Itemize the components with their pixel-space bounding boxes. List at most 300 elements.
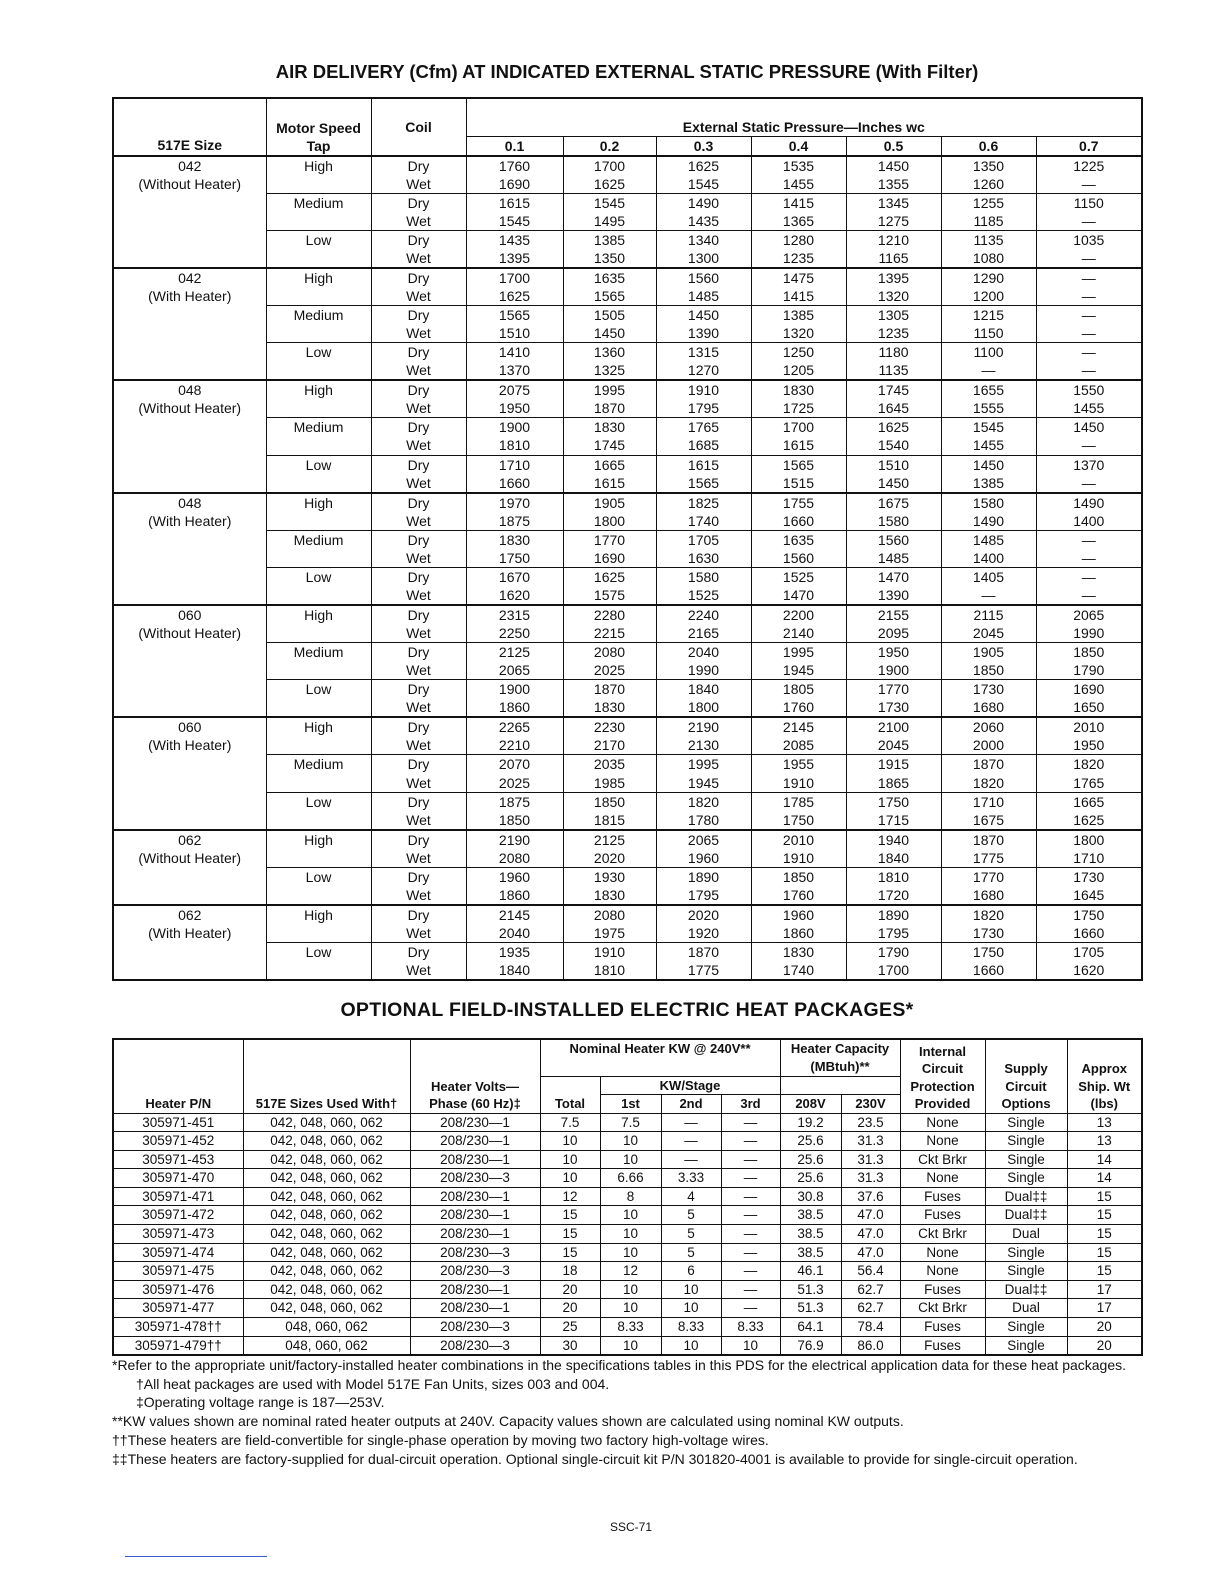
coil-wet: Wet [371,399,466,418]
cfm-value: 1150 [1036,193,1142,212]
cfm-value: 1575 [563,586,656,605]
coil-wet: Wet [371,924,466,943]
size-cell [113,830,266,905]
cell-supply: Single [985,1169,1067,1188]
cfm-value: 1995 [751,643,846,662]
cfm-value: 1875 [466,792,563,811]
cfm-value: 1485 [846,549,941,568]
table-row [113,905,1142,924]
size-cell [113,717,266,829]
table-row [113,530,1142,549]
cell-v208: 46.1 [780,1262,841,1281]
cfm-value: 1180 [846,343,941,362]
cell-s2: — [661,1113,721,1132]
cfm-value: 1715 [846,811,941,830]
cell-total: 15 [540,1243,600,1262]
cfm-value: 1205 [751,361,846,380]
cfm-value: — [1036,324,1142,343]
cell-s1: 8 [600,1187,661,1206]
cfm-value: 1945 [751,661,846,680]
cell-protection: Fuses [900,1187,985,1206]
cell-s3: — [721,1280,780,1299]
cell-s3: — [721,1243,780,1262]
coil-dry: Dry [371,717,466,736]
cfm-value: 1900 [846,661,941,680]
motor-speed-tap: Low [266,867,371,905]
cfm-value: 1270 [656,361,751,380]
table-row [113,1318,1142,1337]
coil-wet: Wet [371,811,466,830]
cell-s1: 12 [600,1262,661,1281]
cfm-value: 1545 [563,193,656,212]
motor-speed-tap: High [266,268,371,306]
coil-dry: Dry [371,493,466,512]
cfm-value: 2125 [466,643,563,662]
cell-s3: 10 [721,1336,780,1355]
cfm-value: — [1036,549,1142,568]
cfm-value: 1395 [846,268,941,287]
header-230v: 230V [841,1095,900,1114]
cfm-value: — [1036,567,1142,586]
cfm-value: 1830 [751,943,846,962]
table-row [113,493,1142,512]
cfm-value: 2040 [656,643,751,662]
cfm-value: 1360 [563,343,656,362]
cell-supply: Single [985,1150,1067,1169]
cfm-value: 1955 [751,755,846,774]
cell-weight: 15 [1067,1243,1142,1262]
cfm-value: 1870 [563,680,656,699]
cfm-value: 2240 [656,605,751,624]
cfm-value: 1315 [656,343,751,362]
cfm-value: 1755 [751,493,846,512]
cfm-value: 1510 [846,455,941,474]
cfm-value: 2060 [941,717,1036,736]
table-row [113,1262,1142,1281]
cfm-value: 1685 [656,436,751,455]
cfm-value: 1890 [846,905,941,924]
cfm-value: 1910 [751,849,846,868]
cell-s3: — [721,1206,780,1225]
cell-total: 20 [540,1280,600,1299]
cell-total: 10 [540,1132,600,1151]
cell-weight: 13 [1067,1132,1142,1151]
coil-wet: Wet [371,774,466,793]
cell-total: 7.5 [540,1113,600,1132]
table-row [113,717,1142,736]
cfm-value: 1455 [941,436,1036,455]
cfm-value: 2080 [563,643,656,662]
cfm-value: 1035 [1036,230,1142,249]
cell-weight: 15 [1067,1187,1142,1206]
cell-s2: 8.33 [661,1318,721,1337]
cfm-value: — [941,586,1036,605]
cfm-value: 1960 [466,867,563,886]
motor-speed-tap: Low [266,567,371,605]
cell-pn: 305971-453 [113,1150,243,1169]
cell-protection: Ckt Brkr [900,1225,985,1244]
cfm-value: 1555 [941,399,1036,418]
cfm-value: 2125 [563,830,656,849]
header-size: 517E Size [113,98,266,156]
cfm-value: 1820 [1036,755,1142,774]
cell-supply: Single [985,1262,1067,1281]
cell-sizes: 042, 048, 060, 062 [243,1187,410,1206]
cell-s2: 5 [661,1206,721,1225]
cell-s2: 3.33 [661,1169,721,1188]
cfm-value: 1825 [656,493,751,512]
cell-v208: 76.9 [780,1336,841,1355]
cell-total: 10 [540,1169,600,1188]
cfm-value: 1890 [656,867,751,886]
header-pressure-0.5: 0.5 [846,136,941,156]
cell-s2: — [661,1132,721,1151]
coil-dry: Dry [371,418,466,437]
cell-supply: Single [985,1243,1067,1262]
header-stage-3: 3rd [721,1095,780,1114]
cell-protection: Fuses [900,1280,985,1299]
cfm-value: 1800 [563,512,656,531]
cfm-value: 1535 [751,156,846,175]
size-label: 048 [178,382,202,399]
cfm-value: 1850 [941,661,1036,680]
cfm-value: 1625 [846,418,941,437]
heat-packages-title: OPTIONAL FIELD-INSTALLED ELECTRIC HEAT PACKAGES* [340,999,914,1021]
cell-v208: 38.5 [780,1206,841,1225]
cell-total: 25 [540,1318,600,1337]
cfm-value: 1435 [656,212,751,231]
cell-s3: — [721,1169,780,1188]
size-label: 062 [178,831,202,848]
cfm-value: 1765 [656,418,751,437]
cfm-value: 1080 [941,249,1036,268]
cell-s1: 10 [600,1150,661,1169]
cfm-value: 1625 [1036,811,1142,830]
coil-wet: Wet [371,849,466,868]
cell-v230: 31.3 [841,1132,900,1151]
cfm-value: 1705 [656,530,751,549]
header-pressure-0.2: 0.2 [563,136,656,156]
cell-weight: 15 [1067,1206,1142,1225]
cfm-value: 1750 [466,549,563,568]
cfm-value: 1490 [1036,493,1142,512]
cell-volts: 208/230—1 [410,1132,540,1151]
cfm-value: 1350 [563,249,656,268]
cfm-value: 1870 [941,755,1036,774]
cfm-value: 2115 [941,605,1036,624]
size-label: 060 [178,607,202,623]
cell-v230: 47.0 [841,1243,900,1262]
cfm-value: 1870 [656,943,751,962]
table-row [113,755,1142,774]
footnote-text: *Refer to the appropriate unit/factory-installed heater combinations in the specifications tables in this PDS for the electrical application data for these heat packages. [112,1357,1127,1373]
cfm-value: 2140 [751,624,846,643]
cfm-value: 1450 [941,455,1036,474]
cfm-value: 1565 [751,455,846,474]
cell-sizes: 048, 060, 062 [243,1336,410,1355]
cfm-value: 1365 [751,212,846,231]
table-row [113,1187,1142,1206]
coil-wet: Wet [371,698,466,717]
cell-total: 20 [540,1299,600,1318]
coil-dry: Dry [371,943,466,962]
cell-s1: 10 [600,1132,661,1151]
coil-dry: Dry [371,755,466,774]
cell-supply: Dual [985,1225,1067,1244]
cell-volts: 208/230—3 [410,1336,540,1355]
cfm-value: 2190 [656,717,751,736]
cfm-value: 1840 [466,961,563,980]
cell-s2: 5 [661,1243,721,1262]
coil-dry: Dry [371,305,466,324]
coil-wet: Wet [371,624,466,643]
cfm-value: 1280 [751,230,846,249]
size-cell [113,493,266,605]
divider-line [125,1556,267,1557]
cfm-value: 1830 [563,886,656,905]
cell-pn: 305971-471 [113,1187,243,1206]
cell-sizes: 042, 048, 060, 062 [243,1150,410,1169]
cell-s3: — [721,1132,780,1151]
cell-sizes: 042, 048, 060, 062 [243,1132,410,1151]
header-circuit-protection: Internal Circuit Protection Provided [900,1039,985,1113]
cfm-value: 1275 [846,212,941,231]
cfm-value: 1830 [751,380,846,399]
cfm-value: — [1036,268,1142,287]
coil-wet: Wet [371,287,466,306]
cfm-value: 1470 [751,586,846,605]
coil-wet: Wet [371,474,466,493]
cell-pn: 305971-478†† [113,1318,243,1337]
cfm-value: 1100 [941,343,1036,362]
cfm-value: 1235 [846,324,941,343]
cfm-value: 1165 [846,249,941,268]
cell-v230: 23.5 [841,1113,900,1132]
coil-dry: Dry [371,343,466,362]
cfm-value: 1910 [656,380,751,399]
coil-dry: Dry [371,680,466,699]
header-nominal-kw: Nominal Heater KW @ 240V** [540,1039,780,1076]
cfm-value: 1710 [941,792,1036,811]
coil-dry: Dry [371,605,466,624]
coil-wet: Wet [371,175,466,194]
table-row [113,1206,1142,1225]
cell-supply: Single [985,1336,1067,1355]
cell-weight: 13 [1067,1113,1142,1132]
cell-volts: 208/230—3 [410,1262,540,1281]
header-pressure-0.7: 0.7 [1036,136,1142,156]
cfm-value: 1450 [656,305,751,324]
cell-sizes: 042, 048, 060, 062 [243,1206,410,1225]
cfm-value: 1635 [751,530,846,549]
cell-volts: 208/230—1 [410,1206,540,1225]
cfm-value: 1670 [466,567,563,586]
cfm-value: 2230 [563,717,656,736]
table-row [113,943,1142,962]
coil-dry: Dry [371,230,466,249]
cfm-value: 1850 [751,867,846,886]
cfm-value: 1700 [563,156,656,175]
coil-dry: Dry [371,380,466,399]
table-row [113,380,1142,399]
cell-total: 15 [540,1225,600,1244]
heater-label: (Without Heater) [138,175,242,192]
cfm-value: 1740 [656,512,751,531]
cfm-value: 1390 [656,324,751,343]
size-cell [113,605,266,717]
header-coil: Coil [371,98,466,156]
cell-weight: 15 [1067,1225,1142,1244]
header-stage-1: 1st [600,1095,661,1114]
cfm-value: 2065 [656,830,751,849]
cfm-value: 1475 [751,268,846,287]
cfm-value: 1350 [941,156,1036,175]
cell-v230: 37.6 [841,1187,900,1206]
cell-v230: 47.0 [841,1225,900,1244]
cfm-value: — [1036,343,1142,362]
cfm-value: 2250 [466,624,563,643]
cfm-value: 1300 [656,249,751,268]
cfm-value: 1690 [466,175,563,194]
cell-v208: 19.2 [780,1113,841,1132]
header-sizes-used-with: 517E Sizes Used With† [243,1039,410,1113]
coil-dry: Dry [371,567,466,586]
cfm-value: — [1036,436,1142,455]
cell-volts: 208/230—1 [410,1225,540,1244]
cfm-value: 1660 [751,512,846,531]
cfm-value: 1560 [751,549,846,568]
cfm-value: 1580 [656,567,751,586]
cfm-value: 2210 [466,736,563,755]
cell-s1: 10 [600,1225,661,1244]
cfm-value: 1680 [941,698,1036,717]
cell-total: 15 [540,1206,600,1225]
coil-wet: Wet [371,436,466,455]
table-row [113,455,1142,474]
table-row [113,268,1142,287]
cell-sizes: 042, 048, 060, 062 [243,1169,410,1188]
cfm-value: 2130 [656,736,751,755]
cfm-value: — [1036,474,1142,493]
cell-supply: Dual‡‡ [985,1206,1067,1225]
cell-protection: Ckt Brkr [900,1150,985,1169]
cfm-value: 1135 [941,230,1036,249]
cfm-value: 1485 [656,287,751,306]
cell-v208: 51.3 [780,1299,841,1318]
table-row [113,1243,1142,1262]
cfm-value: 1860 [466,698,563,717]
header-kw-stage: KW/Stage [600,1076,780,1095]
cell-weight: 20 [1067,1318,1142,1337]
cell-volts: 208/230—1 [410,1187,540,1206]
cfm-value: 1225 [1036,156,1142,175]
cfm-value: 1775 [941,849,1036,868]
cfm-value: 1830 [563,418,656,437]
cell-total: 18 [540,1262,600,1281]
cfm-value: 1405 [941,567,1036,586]
motor-speed-tap: High [266,380,371,418]
cell-weight: 20 [1067,1336,1142,1355]
footnote-refer [112,1356,1142,1375]
cell-s3: — [721,1113,780,1132]
cfm-value: 1810 [846,867,941,886]
cfm-value: 1690 [563,549,656,568]
coil-wet: Wet [371,212,466,231]
cfm-value: 1820 [656,792,751,811]
coil-wet: Wet [371,549,466,568]
cfm-value: 1810 [466,436,563,455]
table-row [113,230,1142,249]
table-row [113,1280,1142,1299]
cfm-value: 2010 [751,830,846,849]
cfm-value: 1990 [1036,624,1142,643]
table-row [113,792,1142,811]
cfm-value: 1850 [1036,643,1142,662]
cfm-value: 1820 [941,774,1036,793]
cfm-value: 1260 [941,175,1036,194]
cfm-value: 1550 [1036,380,1142,399]
heater-label: (With Heater) [148,287,232,304]
cell-s3: — [721,1187,780,1206]
cfm-value: 1770 [846,680,941,699]
cfm-value: 1565 [656,474,751,493]
size-cell [113,905,266,980]
cfm-value: 1215 [941,305,1036,324]
cfm-value: 1775 [656,961,751,980]
size-cell [113,380,266,492]
cfm-value: 1730 [941,924,1036,943]
cfm-value: 2200 [751,605,846,624]
cfm-value: 1615 [563,474,656,493]
footnote-field-convertible: ††These heaters are field-convertible for single-phase operation by moving two factory high-voltage wires. [112,1431,769,1448]
cfm-value: 1860 [466,886,563,905]
cell-protection: Fuses [900,1336,985,1355]
table-row [113,1225,1142,1244]
cell-pn: 305971-476 [113,1280,243,1299]
cfm-value: 1450 [846,474,941,493]
cell-v230: 62.7 [841,1299,900,1318]
cfm-value: 1830 [563,698,656,717]
header-external-static-pressure: External Static Pressure—Inches wc [466,98,1142,136]
cfm-value: 1340 [656,230,751,249]
cfm-value: — [1036,287,1142,306]
cfm-value: 2215 [563,624,656,643]
cfm-value: 2155 [846,605,941,624]
table-row [113,1169,1142,1188]
coil-wet: Wet [371,661,466,680]
cfm-value: 1870 [941,830,1036,849]
cfm-value: 1985 [563,774,656,793]
cfm-value: 1625 [656,156,751,175]
motor-speed-tap: Low [266,943,371,981]
cfm-value: 1635 [563,268,656,287]
footnote-all-heat-packages: †All heat packages are used with Model 517E Fan Units, sizes 003 and 004. [136,1375,610,1392]
cell-s1: 10 [600,1336,661,1355]
header-pressure-0.3: 0.3 [656,136,751,156]
cell-weight: 14 [1067,1150,1142,1169]
cfm-value: 1675 [846,493,941,512]
cfm-value: 1515 [751,474,846,493]
cell-pn: 305971-475 [113,1262,243,1281]
table-row [113,156,1142,175]
cfm-value: 1355 [846,175,941,194]
table-row [113,643,1142,662]
cfm-value: — [1036,530,1142,549]
cell-total: 30 [540,1336,600,1355]
air-delivery-title: AIR DELIVERY (Cfm) AT INDICATED EXTERNAL STATIC PRESSURE (With Filter) [275,61,979,82]
cfm-value: 1560 [846,530,941,549]
cell-pn: 305971-470 [113,1169,243,1188]
